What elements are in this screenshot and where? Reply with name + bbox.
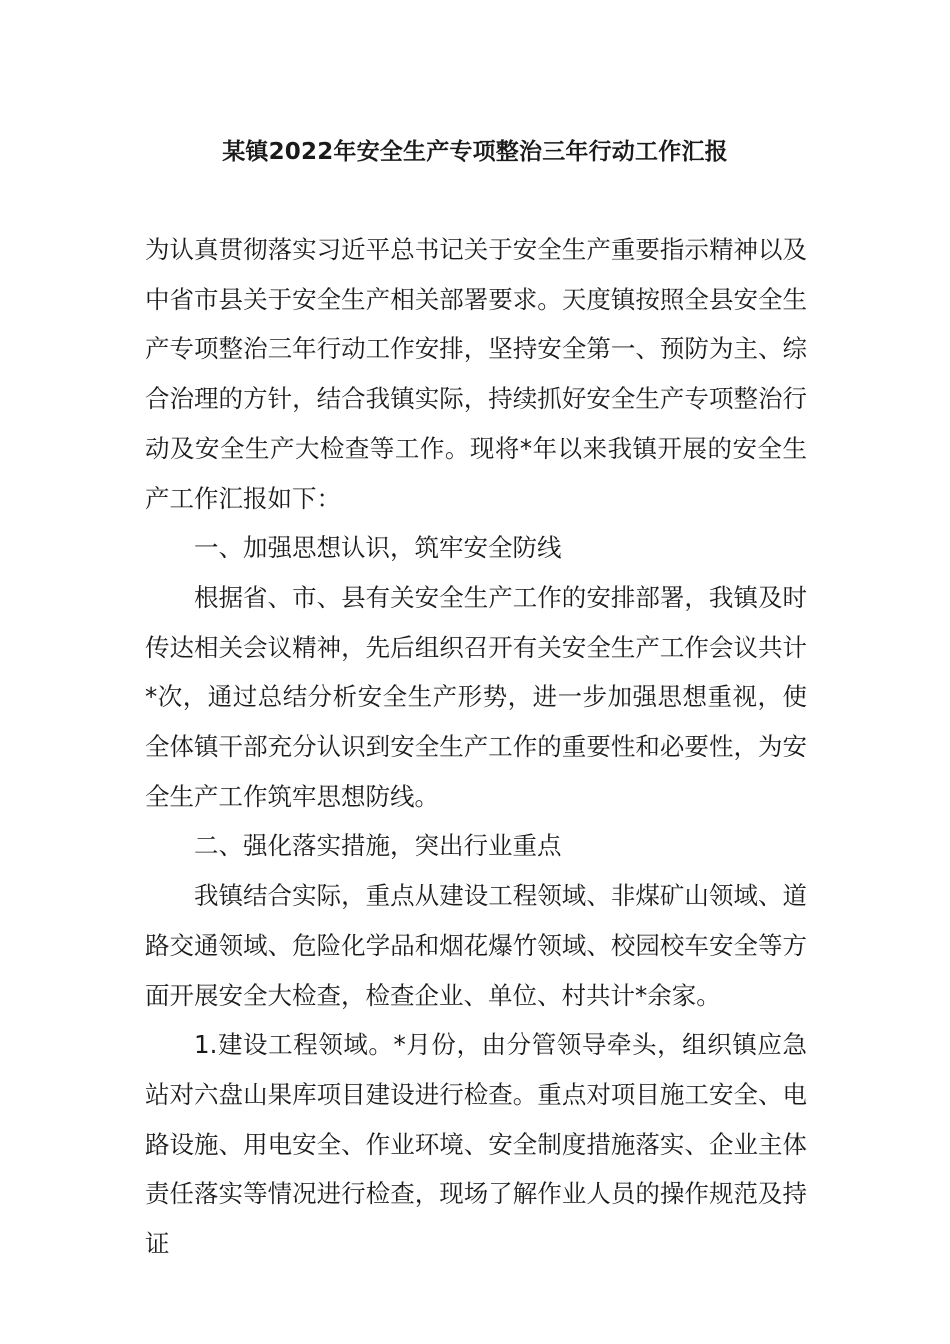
section-heading-2: 二、强化落实措施，突出行业重点	[194, 831, 562, 861]
section-2-paragraph: 我镇结合实际，重点从建设工程领域、非煤矿山领域、道路交通领域、危险化学品和烟花爆竹领域、校园校车安全等方面开展安全大检查，检查企业、单位、村共计*余家。	[145, 881, 807, 1010]
document-title: 某镇2022年安全生产专项整治三年行动工作汇报	[222, 139, 728, 165]
section-heading-1: 一、加强思想认识，筑牢安全防线	[194, 533, 562, 563]
section-1-paragraph: 根据省、市、县有关安全生产工作的安排部署，我镇及时传达相关会议精神，先后组织召开有关安全生产工作会议共计*次，通过总结分析安全生产形势，进一步加强思想重视，使全体镇干部充分认识到安全生产工作的重要性和必要性，为安全生产工作筑牢思想防线。	[145, 582, 807, 811]
section-2-item-1-paragraph: 1.建设工程领域。*月份，由分管领导牵头，组织镇应急站对六盘山果库项目建设进行检查。重点对项目施工安全、电路设施、用电安全、作业环境、安全制度措施落实、企业主体责任落实等情况进行检查，现场了解作业人员的操作规范及持证	[145, 1030, 807, 1259]
intro-paragraph: 为认真贯彻落实习近平总书记关于安全生产重要指示精神以及中省市县关于安全生产相关部署要求。天度镇按照全县安全生产专项整治三年行动工作安排，坚持安全第一、预防为主、综合治理的方针，结合我镇实际，持续抓好安全生产专项整治行动及安全生产大检查等工作。现将*年以来我镇开展的安全生产工作汇报如下：	[145, 235, 807, 513]
document-body	[145, 225, 807, 1269]
